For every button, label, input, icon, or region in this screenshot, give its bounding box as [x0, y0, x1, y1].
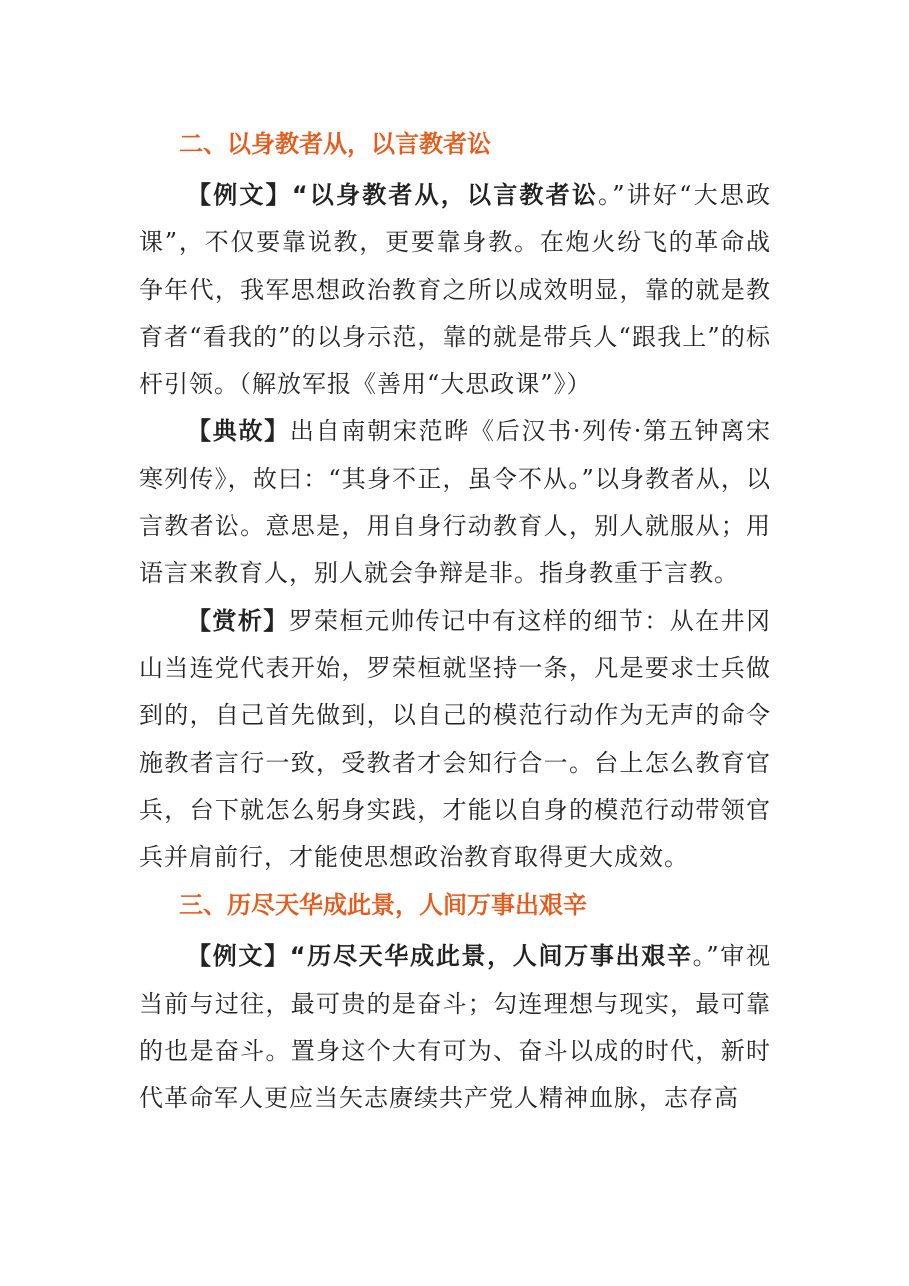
example-tag: 【例文】: [187, 181, 292, 209]
allusion-text: 出自南朝宋范晔《后汉书·列传·第五钟离宋寒列传》，故曰：“其身不正，虽令不从。”以身教者从，以言教者讼。意思是，用自身行动教育人，别人就服从；用语言来教育人，别人就会争辩是非。指身教重于言教。: [139, 417, 772, 588]
section-2-example-paragraph: [139, 172, 771, 408]
example-text: 。”审视当前与过往，最可贵的是奋斗；勾连理想与现实，最可靠的也是奋斗。置身这个大有可为、奋斗以成的时代，新时代革命军人更应当矢志赓续共产党人精神血脉，志存高: [139, 942, 771, 1113]
section-2-heading: 二、以身教者从，以言教者讼: [179, 130, 491, 158]
section-3-heading: 三、历尽天华成此景，人间万事出艰辛: [179, 891, 587, 920]
appreciation-text: 罗荣桓元帅传记中有这样的细节：从在井冈山当连党代表开始，罗荣桓就坚持一条，凡是要求士兵做到的，自己首先做到，以自己的模范行动作为无声的命令施教者言行一致，受教者才会知行合一。台上怎么教育官兵，台下就怎么躬身实践，才能以自身的模范行动带领官兵并肩前行，才能使思想政治教育取得更大成效。: [139, 606, 772, 872]
document-page: [139, 120, 771, 1123]
example-text: 。”讲好“大思政课”，不仅要靠说教，更要靠身教。在炮火纷飞的革命战争年代，我军思想政治教育之所以成效明显，靠的就是教育者“看我的”的以身示范，靠的就是带兵人“跟我上”的标杆引领。（解放军报《善用“大思政课”》）: [139, 181, 771, 399]
example-quote: “历尽天华成此景，人间万事出艰辛: [289, 942, 693, 971]
example-quote: “以身教者从，以言教者讼: [291, 181, 599, 209]
appreciation-tag: 【赏析】: [187, 606, 289, 635]
example-tag: 【例文】: [187, 942, 290, 971]
section-2-appreciation-paragraph: [139, 598, 771, 882]
section-2-allusion-paragraph: [139, 408, 771, 597]
allusion-tag: 【典故】: [187, 417, 290, 446]
section-3-example-paragraph: [139, 933, 771, 1122]
